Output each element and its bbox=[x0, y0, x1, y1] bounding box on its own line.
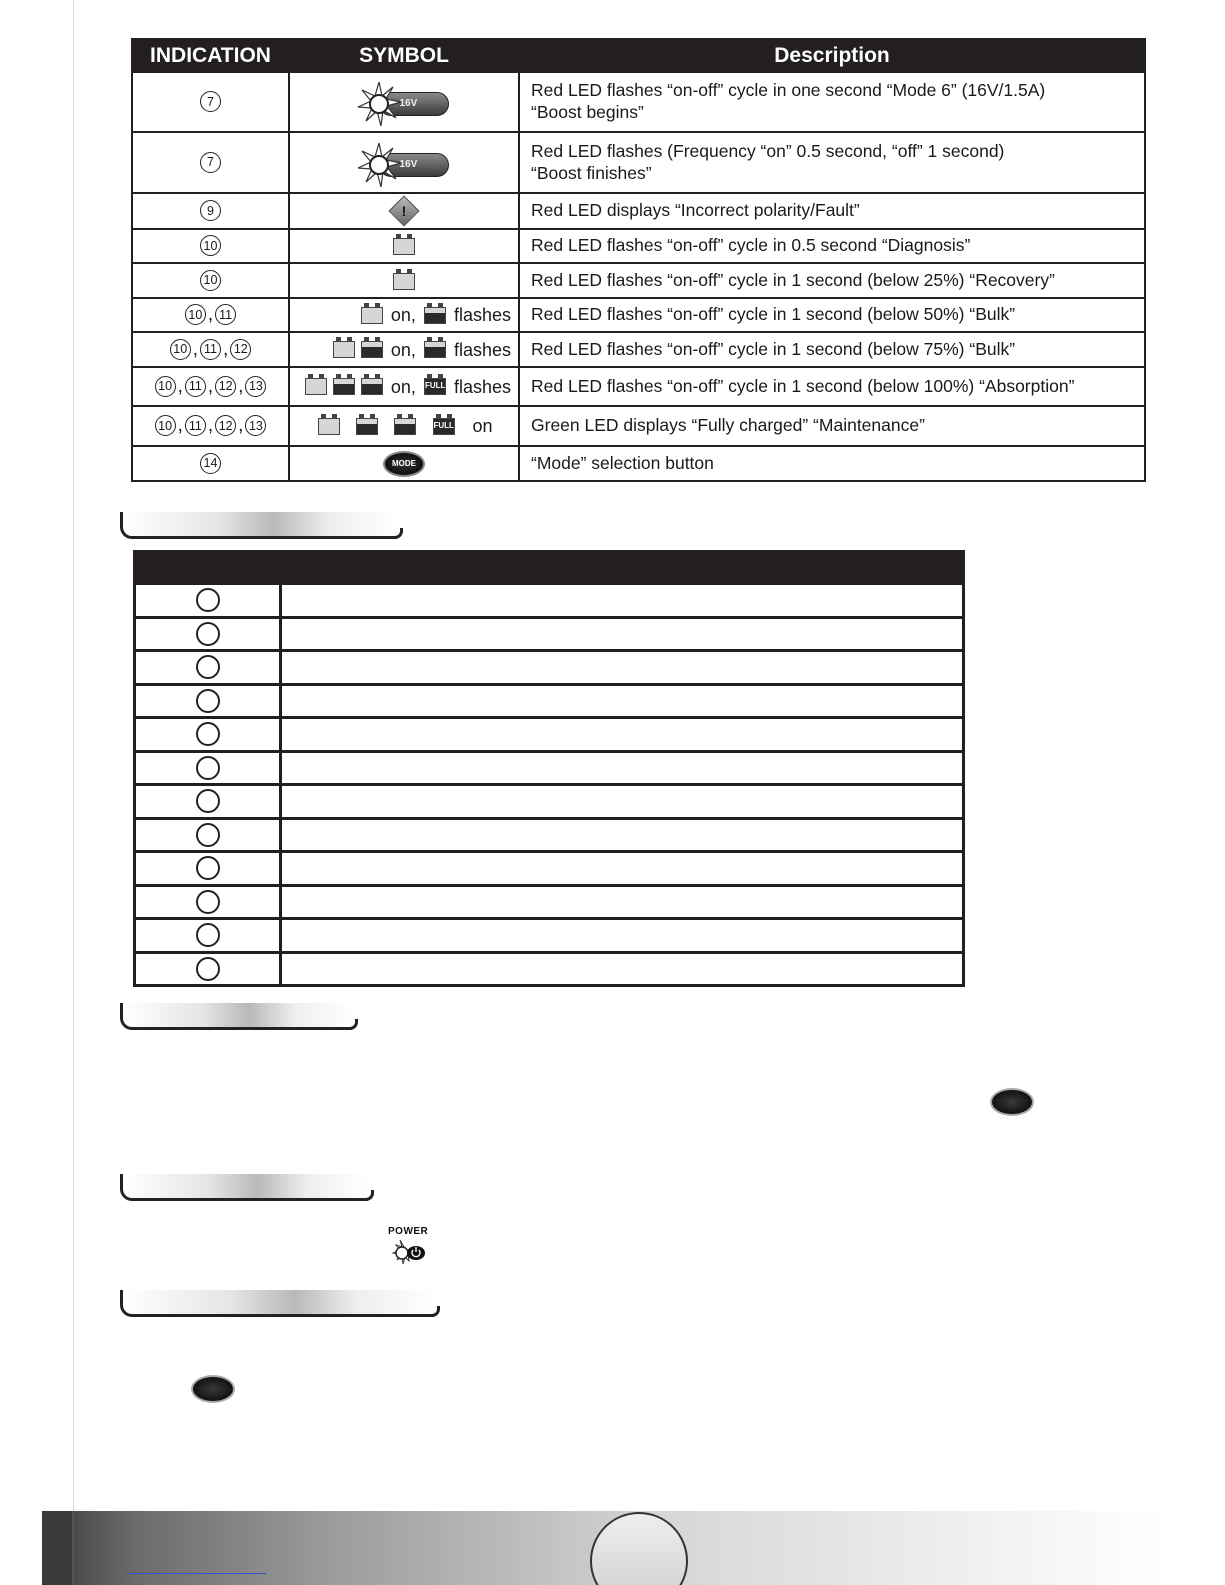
empty-circle-icon bbox=[196, 823, 220, 847]
symbol-on-text: on, bbox=[390, 304, 416, 325]
number-cell bbox=[135, 785, 281, 819]
battery-empty-icon bbox=[393, 238, 415, 255]
indication-cell: 10 , 11 , 12 , 13 bbox=[132, 406, 289, 446]
indicator-number: 7 bbox=[200, 91, 221, 112]
header-description: Description bbox=[519, 39, 1145, 72]
text-cell bbox=[281, 751, 964, 785]
flash-star-icon bbox=[357, 143, 401, 187]
battery-three-quarter-icon bbox=[394, 418, 416, 435]
empty-circle-icon bbox=[196, 957, 220, 981]
description-cell: Green LED displays “Fully charged” “Maintenance” bbox=[519, 406, 1145, 446]
battery-three-quarter-icon bbox=[361, 378, 383, 395]
section-header-tab bbox=[120, 1290, 434, 1317]
components-header-cell bbox=[135, 552, 281, 584]
legend-row bbox=[132, 229, 1145, 263]
indicator-number: 12 bbox=[215, 376, 236, 397]
battery-three-quarter-icon bbox=[424, 341, 446, 358]
indicator-number: 14 bbox=[200, 453, 221, 474]
page-margin-line bbox=[73, 0, 74, 1585]
battery-full-icon: FULL bbox=[424, 378, 446, 395]
symbol-on-text: on, bbox=[390, 339, 416, 360]
battery-full-icon: FULL bbox=[433, 418, 455, 435]
components-header-cell bbox=[281, 552, 964, 584]
symbol-cell bbox=[289, 332, 519, 367]
indication-cell: 10 , 11 bbox=[132, 298, 289, 332]
number-cell bbox=[135, 584, 281, 618]
number-cell bbox=[135, 718, 281, 752]
indication-cell bbox=[132, 193, 289, 229]
battery-half-icon bbox=[333, 378, 355, 395]
text-cell bbox=[281, 818, 964, 852]
symbol-cell bbox=[289, 406, 519, 446]
table-row bbox=[135, 885, 964, 919]
indicator-number: 10 bbox=[170, 339, 191, 360]
description-cell: Red LED flashes “on-off” cycle in one second “Mode 6” (16V/1.5A) “Boost begins” bbox=[519, 72, 1145, 132]
table-row bbox=[135, 684, 964, 718]
empty-circle-icon bbox=[196, 856, 220, 880]
table-row bbox=[135, 718, 964, 752]
page-number-arch bbox=[590, 1512, 688, 1585]
table-row bbox=[135, 651, 964, 685]
number-cell bbox=[135, 684, 281, 718]
indicator-number: 12 bbox=[215, 415, 236, 436]
led-indication-table bbox=[131, 38, 1146, 482]
table-row bbox=[135, 952, 964, 986]
text-cell bbox=[281, 785, 964, 819]
header-symbol: SYMBOL bbox=[289, 39, 519, 72]
description-cell: “Mode” selection button bbox=[519, 446, 1145, 481]
indicator-number: 11 bbox=[185, 415, 206, 436]
empty-circle-icon bbox=[196, 689, 220, 713]
empty-circle-icon bbox=[196, 756, 220, 780]
components-header-row bbox=[135, 552, 964, 584]
boost-16v-label: 16V bbox=[379, 153, 449, 177]
indicator-number: 11 bbox=[215, 304, 236, 325]
number-cell bbox=[135, 651, 281, 685]
table-row bbox=[135, 617, 964, 651]
fault-warning-icon: ! bbox=[388, 196, 419, 227]
section-header-tab bbox=[120, 1174, 368, 1201]
empty-circle-icon bbox=[196, 923, 220, 947]
empty-circle-icon bbox=[196, 722, 220, 746]
legend-row bbox=[132, 367, 1145, 406]
legend-row bbox=[132, 72, 1145, 132]
symbol-cell bbox=[289, 229, 519, 263]
indicator-number: 11 bbox=[185, 376, 206, 397]
indication-cell bbox=[132, 263, 289, 298]
battery-empty-icon bbox=[305, 378, 327, 395]
text-cell bbox=[281, 684, 964, 718]
text-cell bbox=[281, 718, 964, 752]
text-cell bbox=[281, 885, 964, 919]
legend-row bbox=[132, 446, 1145, 481]
symbol-cell bbox=[289, 263, 519, 298]
battery-half-icon bbox=[356, 418, 378, 435]
legend-header-row bbox=[132, 39, 1145, 72]
indicator-number: 13 bbox=[245, 376, 266, 397]
indicator-number: 11 bbox=[200, 339, 221, 360]
header-indication: INDICATION bbox=[132, 39, 289, 72]
description-cell: Red LED flashes “on-off” cycle in 1 second (below 25%) “Recovery” bbox=[519, 263, 1145, 298]
power-label: POWER bbox=[388, 1226, 429, 1237]
indicator-number: 12 bbox=[230, 339, 251, 360]
section-header-tab bbox=[120, 512, 397, 539]
number-cell bbox=[135, 818, 281, 852]
power-led-icon bbox=[385, 1226, 430, 1268]
description-cell: Red LED flashes “on-off” cycle in 1 second (below 50%) “Bulk” bbox=[519, 298, 1145, 332]
indication-cell: 10 , 11 , 12 bbox=[132, 332, 289, 367]
section-header-tab bbox=[120, 1003, 352, 1030]
description-cell: Red LED flashes “on-off” cycle in 1 second (below 75%) “Bulk” bbox=[519, 332, 1145, 367]
mode-button-oval-icon bbox=[191, 1375, 235, 1403]
text-cell bbox=[281, 617, 964, 651]
battery-half-icon bbox=[424, 307, 446, 324]
indication-cell bbox=[132, 446, 289, 481]
battery-empty-icon bbox=[333, 341, 355, 358]
table-row bbox=[135, 919, 964, 953]
empty-circle-icon bbox=[196, 588, 220, 612]
description-cell: Red LED displays “Incorrect polarity/Fault” bbox=[519, 193, 1145, 229]
indicator-number: 10 bbox=[200, 270, 221, 291]
symbol-flashes-text: flashes bbox=[453, 339, 511, 360]
table-row bbox=[135, 785, 964, 819]
indicator-number: 10 bbox=[185, 304, 206, 325]
indicator-number: 13 bbox=[245, 415, 266, 436]
description-cell: Red LED flashes “on-off” cycle in 1 second (below 100%) “Absorption” bbox=[519, 367, 1145, 406]
symbol-cell bbox=[289, 193, 519, 229]
symbol-cell bbox=[289, 367, 519, 406]
footer-link-underline bbox=[126, 1573, 266, 1574]
indicator-number: 7 bbox=[200, 152, 221, 173]
empty-circle-icon bbox=[196, 890, 220, 914]
battery-empty-icon bbox=[361, 307, 383, 324]
indication-cell: 10 , 11 , 12 , 13 bbox=[132, 367, 289, 406]
indication-cell bbox=[132, 72, 289, 132]
symbol-cell bbox=[289, 72, 519, 132]
empty-circle-icon bbox=[196, 789, 220, 813]
indicator-number: 10 bbox=[200, 235, 221, 256]
mode-button-oval-icon bbox=[990, 1088, 1034, 1116]
indicator-number: 10 bbox=[155, 376, 176, 397]
battery-empty-icon bbox=[393, 273, 415, 290]
indicator-number: 10 bbox=[155, 415, 176, 436]
empty-circle-icon bbox=[196, 655, 220, 679]
text-cell bbox=[281, 584, 964, 618]
number-cell bbox=[135, 952, 281, 986]
indication-cell bbox=[132, 132, 289, 193]
table-row bbox=[135, 852, 964, 886]
page-footer-band bbox=[42, 1511, 1168, 1585]
footer-dark-strip bbox=[42, 1511, 74, 1585]
boost-16v-label: 16V bbox=[379, 92, 449, 116]
legend-row bbox=[132, 193, 1145, 229]
text-cell bbox=[281, 651, 964, 685]
description-cell: Red LED flashes “on-off” cycle in 0.5 second “Diagnosis” bbox=[519, 229, 1145, 263]
text-cell bbox=[281, 852, 964, 886]
symbol-flashes-text: flashes bbox=[453, 376, 511, 397]
boost-16v-flashing-icon bbox=[357, 143, 452, 183]
text-cell bbox=[281, 952, 964, 986]
number-cell bbox=[135, 617, 281, 651]
legend-row bbox=[132, 332, 1145, 367]
battery-half-icon bbox=[361, 341, 383, 358]
legend-row bbox=[132, 298, 1145, 332]
symbol-flashes-text: flashes bbox=[453, 304, 511, 325]
number-cell bbox=[135, 885, 281, 919]
legend-row bbox=[132, 132, 1145, 193]
number-cell bbox=[135, 919, 281, 953]
indication-cell bbox=[132, 229, 289, 263]
symbol-cell bbox=[289, 298, 519, 332]
flash-star-icon bbox=[357, 82, 401, 126]
symbol-cell bbox=[289, 132, 519, 193]
table-row bbox=[135, 584, 964, 618]
legend-row bbox=[132, 263, 1145, 298]
battery-empty-icon bbox=[318, 418, 340, 435]
table-row bbox=[135, 751, 964, 785]
indicator-number: 9 bbox=[200, 200, 221, 221]
components-table bbox=[133, 550, 965, 987]
boost-16v-flashing-icon bbox=[357, 82, 452, 122]
table-row bbox=[135, 818, 964, 852]
description-cell: Red LED flashes (Frequency “on” 0.5 second, “off” 1 second) “Boost finishes” bbox=[519, 132, 1145, 193]
number-cell bbox=[135, 852, 281, 886]
number-cell bbox=[135, 751, 281, 785]
mode-button-icon: MODE bbox=[383, 451, 425, 477]
empty-circle-icon bbox=[196, 622, 220, 646]
text-cell bbox=[281, 919, 964, 953]
symbol-on-text: on bbox=[472, 415, 493, 436]
symbol-cell bbox=[289, 446, 519, 481]
symbol-on-text: on, bbox=[390, 376, 416, 397]
legend-row bbox=[132, 406, 1145, 446]
